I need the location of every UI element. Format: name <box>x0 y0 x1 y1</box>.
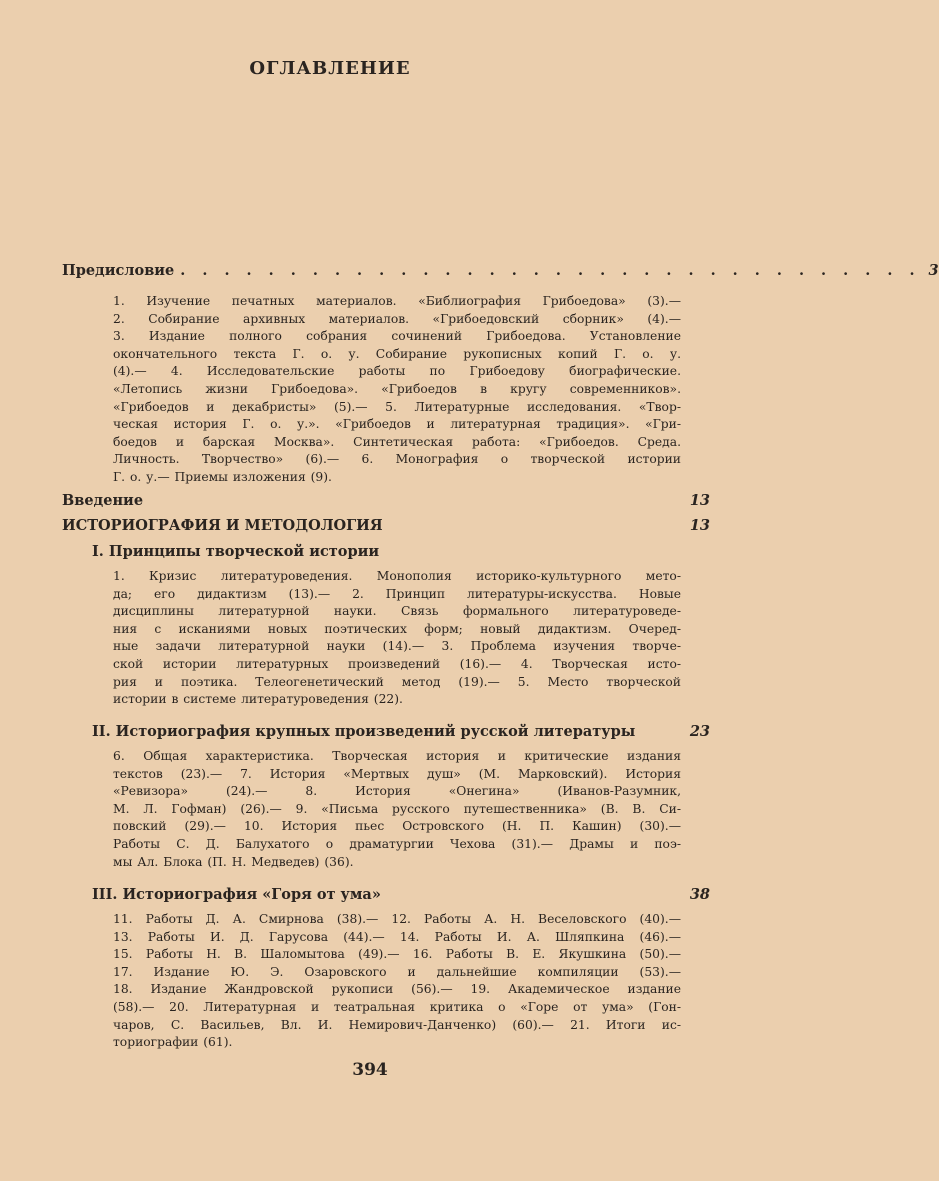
toc-entry-preface <box>62 262 939 279</box>
summary-line: 6. Общая характеристика. Творческая история и критические издания <box>113 749 681 763</box>
toc-entry-label: Предисловие <box>62 262 175 279</box>
toc-entry-chapter-1 <box>92 543 710 560</box>
summary-line: ториографии (61). <box>113 1035 233 1050</box>
leader-dots: . . . . . . . . . . . . . . . . . . . . . . . . . . . . . . . . . . <box>180 262 921 279</box>
summary-line: текстов (23).— 7. История «Мертвых душ» (М. Марковский). История <box>113 766 681 781</box>
summary-line: ческая история Г. о. у.». «Грибоедов и литературная традиция». «Гри- <box>113 417 681 432</box>
page-title: ОГЛАВЛЕНИЕ <box>249 58 411 79</box>
summary-line: «Грибоедов и декабристы» (5).— 5. Литературные исследования. «Твор- <box>113 399 681 414</box>
summary-line: Г. о. у.— Приемы изложения (9). <box>113 469 332 484</box>
summary-line: ния с исканиями новых поэтических форм; новый дидактизм. Очеред- <box>113 621 681 636</box>
summary-line: повский (29).— 10. История пьес Островского (Н. П. Кашин) (30).— <box>113 819 681 834</box>
page-number: 394 <box>352 1060 388 1080</box>
summary-line: окончательного текста Г. о. у. Собирание рукописных копий Г. о. у. <box>113 346 681 361</box>
summary-line: 11. Работы Д. А. Смирнова (38).— 12. Работы А. Н. Веселовского (40).— <box>113 912 681 926</box>
summary-line: (58).— 20. Литературная и театральная критика о «Горе от ума» (Гон- <box>113 999 681 1014</box>
summary-line: 1. Кризис литературоведения. Монополия историко-культурного мето- <box>113 569 681 583</box>
summary-line: ской истории литературных произведений (16).— 4. Творческая исто- <box>113 656 681 671</box>
summary-line: рия и поэтика. Телеогенетический метод (19).— 5. Место творческой <box>113 674 681 689</box>
summary-line: истории в системе литературоведения (22). <box>113 692 403 707</box>
chapter-1-summary <box>113 568 681 709</box>
toc-entry-label: III. Историография «Горя от ума» <box>92 886 381 903</box>
summary-line: да; его дидактизм (13).— 2. Принцип литературы-искусства. Новые <box>113 586 681 601</box>
preface-summary <box>113 293 681 487</box>
summary-line: 3. Издание полного собрания сочинений Грибоедова. Установление <box>113 329 681 344</box>
toc-entry-label: ИСТОРИОГРАФИЯ И МЕТОДОЛОГИЯ <box>62 517 383 534</box>
chapter-2-summary <box>113 748 681 871</box>
toc-entry-chapter-3 <box>92 886 710 903</box>
summary-line: Работы С. Д. Балухатого о драматургии Чехова (31).— Драмы и поэ- <box>113 836 681 851</box>
summary-line: 15. Работы Н. В. Шаломытова (49).— 16. Работы В. Е. Якушкина (50).— <box>113 947 681 962</box>
toc-entry-label: Введение <box>62 492 144 509</box>
summary-line: 13. Работы И. Д. Гарусова (44).— 14. Работы И. А. Шляпкина (46).— <box>113 929 681 944</box>
summary-line: Личность. Творчество» (6).— 6. Монография о творческой истории <box>113 452 681 467</box>
summary-line: 17. Издание Ю. Э. Озаровского и дальнейшие компиляции (53).— <box>113 964 681 979</box>
toc-page-number: 3 <box>928 262 939 279</box>
toc-entry-part <box>62 517 710 534</box>
summary-line: «Ревизора» (24).— 8. История «Онегина» (Иванов-Разумник, <box>113 784 681 799</box>
summary-line: ные задачи литературной науки (14).— 3. Проблема изучения творче- <box>113 639 681 654</box>
summary-line: «Летопись жизни Грибоедова». «Грибоедов в кругу современников». <box>113 381 681 396</box>
summary-line: 18. Издание Жандровской рукописи (56).— 19. Академическое издание <box>113 982 681 997</box>
chapter-3-summary <box>113 911 681 1052</box>
toc-page-number: 38 <box>689 886 710 903</box>
summary-line: М. Л. Гофман) (26).— 9. «Письма русского путешественника» (В. В. Си- <box>113 801 681 816</box>
toc-page-number: 23 <box>689 723 710 740</box>
summary-line: боедов и барская Москва». Синтетическая работа: «Грибоедов. Среда. <box>113 434 681 449</box>
toc-entry-chapter-2 <box>92 723 710 740</box>
toc-page-number: 13 <box>689 517 710 534</box>
summary-line: 1. Изучение печатных материалов. «Библиография Грибоедова» (3).— <box>113 294 681 308</box>
summary-line: (4).— 4. Исследовательские работы по Грибоедову биографические. <box>113 364 681 379</box>
toc-entry-label: II. Историография крупных произведений русской литературы <box>92 723 636 740</box>
summary-line: мы Ал. Блока (П. Н. Медведев) (36). <box>113 854 354 869</box>
summary-line: чаров, С. Васильев, Вл. И. Немирович-Данченко) (60).— 21. Итоги ис- <box>113 1017 681 1032</box>
toc-entry-introduction <box>62 492 710 509</box>
summary-line: 2. Собирание архивных материалов. «Грибоедовский сборник» (4).— <box>113 311 681 326</box>
toc-entry-label: I. Принципы творческой истории <box>92 543 380 560</box>
summary-line: дисциплины литературной науки. Связь формального литературоведе- <box>113 604 681 619</box>
toc-page-number: 13 <box>689 492 710 509</box>
